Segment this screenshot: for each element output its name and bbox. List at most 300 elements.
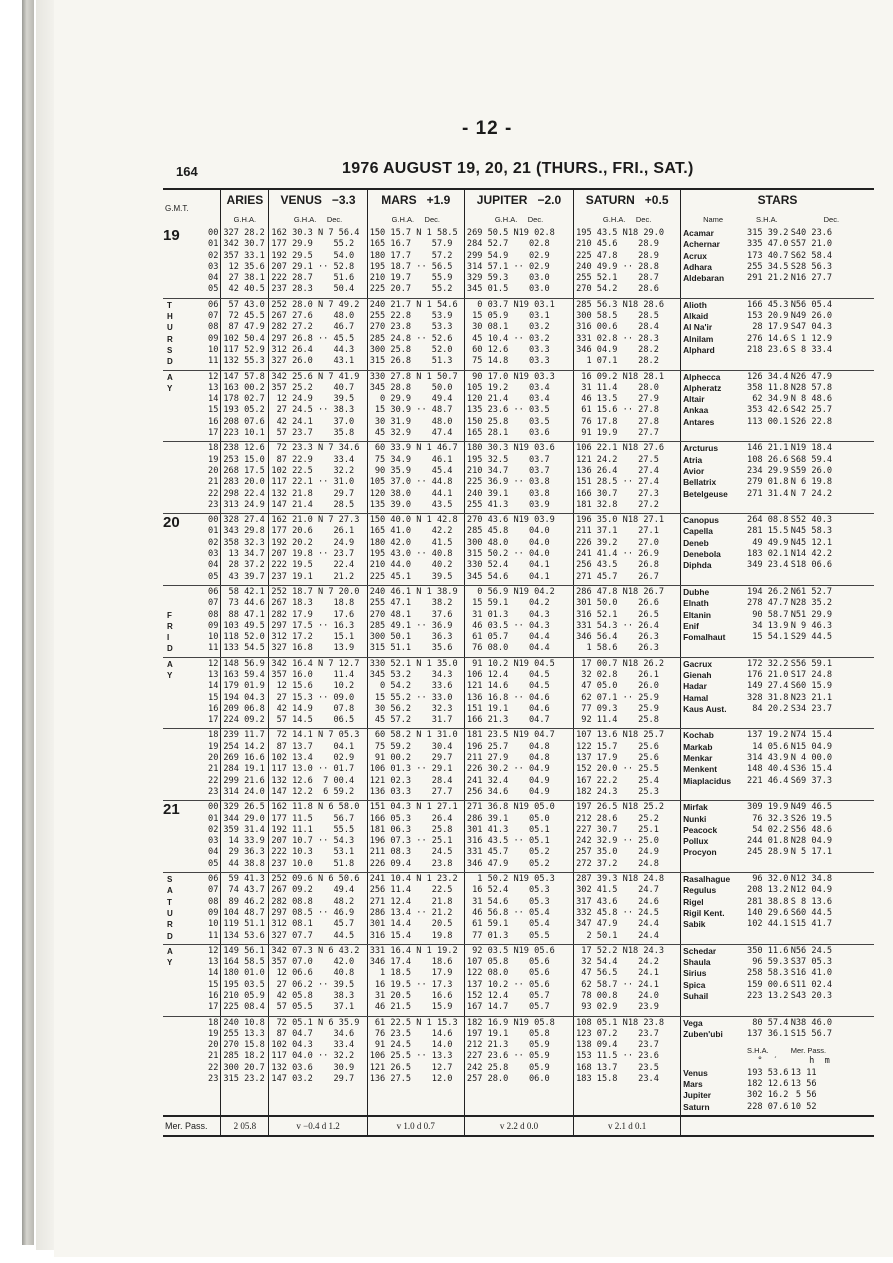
jupiter-value: 331 45.7 05.2 (466, 847, 550, 858)
star-dec: N 9 46.3 (790, 620, 833, 631)
mars-value: 270 48.1 37.6 (369, 609, 453, 620)
hour-label: 18 (208, 730, 219, 741)
mars-value: 46 21.5 15.9 (369, 1002, 453, 1013)
hour-label: 08 (208, 322, 219, 333)
saturn-value: 316 52.1 26.5 (576, 609, 659, 620)
mars-value: 45 32.9 47.4 (369, 428, 453, 439)
star-dec-cell (789, 657, 874, 729)
venus-value: 297 08.5 ·· 46.9 (271, 907, 355, 918)
gmt-cell (163, 1016, 221, 1116)
jupiter-cell (464, 657, 573, 729)
star-sha-cell (745, 227, 789, 298)
aries-value: 268 17.5 (223, 465, 265, 476)
star-name: Spica (683, 979, 706, 990)
venus-value: 72 14.1 N 7 05.3 (271, 730, 360, 741)
hour-label: 06 (208, 874, 219, 885)
saturn-value: 152 20.0 ·· 25.5 (576, 764, 659, 775)
star-name: Sirius (683, 968, 707, 979)
aries-value: 254 14.2 (223, 741, 265, 752)
jupiter-subheader: G.H.A. Dec. (464, 215, 573, 227)
jupiter-value: 210 34.7 03.7 (466, 465, 550, 476)
venus-value: 192 29.5 54.0 (271, 250, 355, 261)
star-dec: N15 04.9 (790, 741, 833, 752)
aries-value: 193 05.2 (223, 405, 265, 416)
venus-cell (269, 944, 367, 1016)
aries-value: 194 04.3 (223, 692, 265, 703)
venus-value: 72 23.3 N 7 34.6 (271, 443, 360, 454)
aries-value: 102 50.4 (223, 333, 265, 344)
aries-value: 44 38.8 (223, 858, 265, 869)
gmt-cell (163, 298, 221, 370)
star-dec: N28 35.2 (790, 598, 833, 609)
hour-label: 19 (208, 1028, 219, 1039)
saturn-value: 107 13.6 N18 25.7 (576, 730, 665, 741)
hour-label: 03 (208, 549, 219, 560)
aries-value: 209 06.8 (223, 703, 265, 714)
star-name: Menkent (683, 764, 718, 775)
saturn-v-d: v 2.1 d 0.1 (574, 1116, 681, 1136)
hour-group (163, 442, 874, 514)
saturn-value: 137 17.9 25.6 (576, 753, 659, 764)
star-sha-cell (745, 298, 789, 370)
venus-value: 27 06.2 ·· 39.5 (271, 979, 355, 990)
saturn-cell (574, 729, 681, 801)
mars-cell (367, 227, 464, 298)
jupiter-value: 106 12.4 04.5 (466, 669, 550, 680)
star-dec: S11 02.4 (790, 979, 833, 990)
star-sha: 223 13.2 (747, 991, 789, 1001)
saturn-value: 32 02.8 26.1 (576, 669, 659, 680)
mars-value: 61 22.5 N 1 15.3 (369, 1017, 458, 1028)
footer-stars-blank (681, 1116, 874, 1136)
weekday-letter: Y (167, 670, 173, 680)
hour-label: 01 (208, 526, 219, 537)
mars-v-d: v 1.0 d 0.7 (367, 1116, 464, 1136)
aries-value: 327 28.2 (223, 228, 265, 238)
star-name: Avior (683, 465, 705, 476)
hour-group (163, 585, 874, 657)
hour-label: 17 (208, 715, 219, 726)
jupiter-value: 166 21.3 04.7 (466, 715, 550, 726)
saturn-value: 347 47.9 24.4 (576, 919, 659, 930)
passes-mer-header: Mer. Pass. (790, 1046, 827, 1056)
hour-label: 10 (208, 919, 219, 930)
weekday-letter: A (167, 946, 173, 956)
jupiter-value: 314 57.1 ·· 02.9 (466, 261, 550, 272)
mars-value: 346 17.4 18.6 (369, 957, 453, 968)
mars-cell (367, 370, 464, 442)
jupiter-value: 1 50.2 N19 05.3 (466, 874, 555, 885)
mars-value: 180 42.0 41.5 (369, 537, 453, 548)
saturn-value: 270 54.2 28.6 (576, 284, 659, 295)
hour-label: 06 (208, 299, 219, 310)
star-sha: 62 34.9 (747, 394, 789, 405)
venus-value: 132 21.8 29.7 (271, 488, 355, 499)
hour-label: 22 (208, 488, 219, 499)
jupiter-value: 256 34.6 04.9 (466, 786, 550, 797)
aries-cell (221, 657, 269, 729)
star-dec: S47 04.3 (790, 322, 833, 333)
jupiter-value: 90 17.0 N19 03.3 (466, 371, 555, 382)
star-sha: 176 21.0 (747, 669, 789, 680)
star-sha: 194 26.2 (747, 586, 789, 597)
hour-label: 00 (208, 228, 219, 238)
hour-label: 12 (208, 658, 219, 669)
jupiter-value: 167 14.7 05.7 (466, 1002, 550, 1013)
saturn-value: 62 58.7 ·· 24.1 (576, 979, 659, 990)
aries-subheader: G.H.A. (221, 215, 269, 227)
venus-subheader: G.H.A. Dec. (269, 215, 367, 227)
star-name: Rasalhague (683, 874, 731, 885)
star-dec: N 4 00.0 (790, 753, 833, 764)
venus-value: 357 25.2 40.7 (271, 382, 355, 393)
aries-cell (221, 1016, 269, 1116)
venus-cell (269, 657, 367, 729)
saturn-cell (574, 442, 681, 514)
star-sha-cell (745, 442, 789, 514)
star-dec: N28 57.8 (790, 382, 833, 393)
star-sha: 291 21.2 (747, 273, 789, 284)
star-sha: 281 38.8 (747, 896, 789, 907)
star-dec-cell (789, 1016, 874, 1116)
aries-value: 328 27.4 (223, 515, 265, 526)
saturn-value: 317 43.6 24.6 (576, 896, 659, 907)
star-name: Schedar (683, 945, 717, 956)
saturn-value: 331 54.3 ·· 26.4 (576, 620, 659, 631)
star-dec-cell (789, 585, 874, 657)
aries-value: 117 52.9 (223, 344, 265, 355)
jupiter-cell (464, 1016, 573, 1116)
saturn-value: 195 43.5 N18 29.0 (576, 228, 665, 238)
saturn-cell (574, 1016, 681, 1116)
aries-value: 358 32.3 (223, 537, 265, 548)
jupiter-value: 136 16.8 ·· 04.6 (466, 692, 550, 703)
aries-value: 74 43.7 (223, 885, 265, 896)
aries-value: 27 38.1 (223, 273, 265, 284)
star-name: Suhail (683, 991, 709, 1001)
star-sha: 221 46.4 (747, 775, 789, 786)
star-dec: N 6 19.8 (790, 477, 833, 488)
star-name: Capella (683, 526, 713, 537)
hour-label: 01 (208, 239, 219, 250)
mars-value: 241 10.4 N 1 23.2 (369, 874, 458, 885)
jupiter-value: 16 52.4 05.3 (466, 885, 550, 896)
planet-pass-mp: 13 11 (790, 1067, 817, 1078)
weekday-letter: Y (167, 383, 173, 393)
aries-value: 12 35.6 (223, 261, 265, 272)
spacer (683, 1056, 743, 1067)
jupiter-value: 286 39.1 05.0 (466, 813, 550, 824)
saturn-value: 197 26.5 N18 25.2 (576, 802, 665, 813)
star-sha-cell (745, 514, 789, 586)
jupiter-cell (464, 227, 573, 298)
mars-header: MARS +1.9 (367, 189, 464, 215)
mars-value: 315 26.8 51.3 (369, 356, 453, 367)
venus-value: 12 06.6 40.8 (271, 968, 355, 979)
gmt-cell (163, 442, 221, 514)
aries-value: 59 41.3 (223, 874, 265, 885)
star-name: Fomalhaut (683, 632, 726, 643)
star-dec: N74 15.4 (790, 730, 833, 741)
weekday-letter: R (167, 920, 173, 930)
hour-label: 23 (208, 499, 219, 510)
jupiter-value: 240 39.1 03.8 (466, 488, 550, 499)
venus-cell (269, 729, 367, 801)
aries-value: 88 47.1 (223, 609, 265, 620)
jupiter-cell (464, 585, 573, 657)
venus-value: 42 05.8 38.3 (271, 991, 355, 1001)
saturn-value: 242 32.9 ·· 25.0 (576, 836, 659, 847)
mars-value: 165 16.7 57.9 (369, 239, 453, 250)
hour-label: 13 (208, 382, 219, 393)
gmt-cell (163, 370, 221, 442)
star-sha-cell (745, 370, 789, 442)
mars-value: 106 25.5 ·· 13.3 (369, 1051, 453, 1062)
star-sha: 166 45.3 (747, 299, 789, 310)
hour-label: 20 (208, 753, 219, 764)
venus-value: 312 26.4 44.3 (271, 344, 355, 355)
aries-value: 195 03.5 (223, 979, 265, 990)
aries-value: 14 33.9 (223, 836, 265, 847)
jupiter-value: 181 23.5 N19 04.7 (466, 730, 555, 741)
aries-value: 73 44.6 (223, 598, 265, 609)
star-dec-cell (789, 729, 874, 801)
star-dec: N28 04.9 (790, 836, 833, 847)
hour-label: 00 (208, 802, 219, 813)
aries-value: 269 16.6 (223, 753, 265, 764)
venus-cell (269, 873, 367, 945)
star-name: Regulus (683, 885, 717, 896)
star-name: Procyon (683, 847, 717, 858)
star-sha: 96 32.0 (747, 874, 789, 885)
saturn-value: 151 28.5 ·· 27.4 (576, 477, 659, 488)
hour-label: 10 (208, 344, 219, 355)
star-dec: N 5 17.1 (790, 847, 833, 858)
mars-value: 210 19.7 55.9 (369, 273, 453, 284)
star-name: Acamar (683, 228, 714, 238)
hour-label: 05 (208, 858, 219, 869)
jupiter-value: 15 59.1 04.2 (466, 598, 550, 609)
jupiter-value: 226 30.2 ·· 04.9 (466, 764, 550, 775)
saturn-cell (574, 657, 681, 729)
star-dec-cell (789, 944, 874, 1016)
saturn-value: 181 32.8 27.2 (576, 499, 659, 510)
star-name: Kochab (683, 730, 714, 741)
mars-value: 210 44.0 40.2 (369, 560, 453, 571)
hour-label: 03 (208, 261, 219, 272)
jupiter-value: 121 14.6 04.5 (466, 681, 550, 692)
mars-value: 75 59.2 30.4 (369, 741, 453, 752)
aries-value: 180 01.0 (223, 968, 265, 979)
passes-sha-header: S.H.A. (747, 1046, 769, 1056)
saturn-value: 255 52.1 28.7 (576, 273, 659, 284)
jupiter-value: 91 10.2 N19 04.5 (466, 658, 555, 669)
venus-value: 72 05.1 N 6 35.9 (271, 1017, 360, 1028)
star-name: Alphard (683, 344, 715, 355)
aries-cell (221, 298, 269, 370)
star-sha-cell (745, 585, 789, 657)
jupiter-value: 135 23.6 ·· 03.5 (466, 405, 550, 416)
saturn-value: 227 30.7 25.1 (576, 824, 659, 835)
page-number: - 12 - (462, 118, 513, 139)
hour-label: 17 (208, 428, 219, 439)
star-sha: 148 40.4 (747, 764, 789, 775)
jupiter-cell (464, 801, 573, 873)
star-dec: S42 25.7 (790, 405, 833, 416)
aries-value: 89 46.2 (223, 896, 265, 907)
hour-group (163, 227, 874, 298)
star-dec-cell (789, 801, 874, 873)
hour-label: 06 (208, 586, 219, 597)
hour-label: 23 (208, 1074, 219, 1085)
hour-label: 05 (208, 284, 219, 295)
weekday-letter: Y (167, 958, 173, 968)
mars-value: 91 24.5 14.0 (369, 1040, 453, 1051)
aries-cell (221, 370, 269, 442)
planet-pass-mp: 10 52 (790, 1101, 817, 1112)
star-name: Achernar (683, 239, 720, 250)
saturn-value: 331 02.8 ·· 28.3 (576, 333, 659, 344)
aries-cell (221, 729, 269, 801)
hour-group (163, 657, 874, 729)
mars-value: 15 30.9 ·· 48.7 (369, 405, 453, 416)
jupiter-value: 46 56.8 ·· 05.4 (466, 907, 550, 918)
aries-cell (221, 514, 269, 586)
hour-label: 15 (208, 692, 219, 703)
hour-label: 21 (208, 1051, 219, 1062)
saturn-value: 287 39.3 N18 24.8 (576, 874, 665, 885)
star-sha: 126 34.4 (747, 371, 789, 382)
hour-label: 22 (208, 1062, 219, 1073)
star-sha: 137 36.1 (747, 1028, 789, 1039)
star-name: Atria (683, 454, 703, 465)
hour-label: 02 (208, 537, 219, 548)
aries-value: 164 58.5 (223, 957, 265, 968)
jupiter-value: 31 01.3 04.3 (466, 609, 550, 620)
aries-value: 163 59.4 (223, 669, 265, 680)
star-dec: N49 26.0 (790, 311, 833, 322)
star-dec: N56 05.4 (790, 299, 833, 310)
star-name: Eltanin (683, 609, 712, 620)
star-sha: 54 02.2 (747, 824, 789, 835)
mars-value: 225 45.1 39.5 (369, 571, 453, 582)
star-dec-cell (789, 514, 874, 586)
venus-value: 207 10.7 ·· 54.3 (271, 836, 355, 847)
venus-value: 267 18.3 18.8 (271, 598, 355, 609)
jupiter-value: 182 16.9 N19 05.8 (466, 1017, 555, 1028)
saturn-value: 211 37.1 27.1 (576, 526, 659, 537)
saturn-value: 226 39.2 27.0 (576, 537, 659, 548)
star-name-cell (681, 370, 745, 442)
weekday-letter: A (167, 372, 173, 382)
saturn-value: 302 41.5 24.7 (576, 885, 659, 896)
planet-pass-name: Venus (683, 1067, 708, 1078)
jupiter-value: 345 01.5 03.0 (466, 284, 550, 295)
star-dec: S60 15.9 (790, 681, 833, 692)
hour-label: 23 (208, 786, 219, 797)
jupiter-value: 0 56.9 N19 04.2 (466, 586, 555, 597)
hour-label: 04 (208, 847, 219, 858)
star-sha: 90 58.7 (747, 609, 789, 620)
star-name: Kaus Aust. (683, 703, 727, 714)
venus-value: 327 07.7 44.5 (271, 930, 355, 941)
star-dec-cell (789, 370, 874, 442)
jupiter-value: 120 21.4 03.4 (466, 394, 550, 405)
aries-value: 58 42.1 (223, 586, 265, 597)
star-name: Al Na'ir (683, 322, 713, 333)
star-dec: S15 56.7 (790, 1028, 833, 1039)
star-dec: N26 47.9 (790, 371, 833, 382)
mars-value: 330 27.8 N 1 50.7 (369, 371, 458, 382)
jupiter-value: 212 21.3 05.9 (466, 1040, 550, 1051)
saturn-header: SATURN +0.5 (574, 189, 681, 215)
hour-label: 07 (208, 598, 219, 609)
mars-value: 90 35.9 45.4 (369, 465, 453, 476)
star-name: Deneb (683, 537, 709, 548)
star-dec: S29 44.5 (790, 632, 833, 643)
star-sha: 328 31.8 (747, 692, 789, 703)
aries-value: 238 12.6 (223, 443, 265, 454)
aries-cell (221, 801, 269, 873)
hour-group (163, 944, 874, 1016)
star-name: Antares (683, 416, 715, 427)
jupiter-value: 269 50.5 N19 02.8 (466, 228, 555, 238)
jupiter-value: 316 43.5 ·· 05.1 (466, 836, 550, 847)
mars-cell (367, 873, 464, 945)
jupiter-value: 107 05.8 05.6 (466, 957, 550, 968)
star-dec: N45 12.1 (790, 537, 833, 548)
jupiter-value: 301 41.3 05.1 (466, 824, 550, 835)
star-dec: S37 05.3 (790, 957, 833, 968)
venus-value: 207 19.8 ·· 23.7 (271, 549, 355, 560)
mars-value: 330 52.1 N 1 35.0 (369, 658, 458, 669)
star-name: Rigil Kent. (683, 907, 725, 918)
aries-cell (221, 944, 269, 1016)
jupiter-value: 257 28.0 06.0 (466, 1074, 550, 1085)
mer-pass-label: Mer. Pass. (163, 1116, 221, 1136)
hour-label: 13 (208, 669, 219, 680)
jupiter-value: 284 52.7 02.8 (466, 239, 550, 250)
star-name: Bellatrix (683, 477, 717, 488)
mars-value: 136 27.5 12.0 (369, 1074, 453, 1085)
saturn-value: 153 11.5 ·· 23.6 (576, 1051, 659, 1062)
star-name-cell (681, 1016, 745, 1116)
aries-value: 57 43.0 (223, 299, 265, 310)
star-name: Diphda (683, 560, 712, 571)
hour-label: 09 (208, 620, 219, 631)
mars-value: 166 05.3 26.4 (369, 813, 453, 824)
star-sha: 264 08.8 (747, 515, 789, 526)
star-dec: S16 41.0 (790, 968, 833, 979)
venus-value: 177 29.9 55.2 (271, 239, 355, 250)
hour-label: 15 (208, 979, 219, 990)
venus-value: 357 07.0 42.0 (271, 957, 355, 968)
aries-value: 344 29.0 (223, 813, 265, 824)
hour-label: 13 (208, 957, 219, 968)
star-sha: 353 42.6 (747, 405, 789, 416)
venus-value: 282 08.8 48.2 (271, 896, 355, 907)
venus-value: 147 21.4 28.5 (271, 499, 355, 510)
star-name-cell (681, 873, 745, 945)
aries-value: 253 15.0 (223, 454, 265, 465)
jupiter-value: 242 25.8 05.9 (466, 1062, 550, 1073)
jupiter-value: 92 03.5 N19 05.6 (466, 945, 555, 956)
mars-value: 331 16.4 N 1 19.2 (369, 945, 458, 956)
saturn-cell (574, 873, 681, 945)
planet-pass-name: Mars (683, 1079, 703, 1090)
star-dec: S15 41.7 (790, 919, 833, 930)
star-name: Gacrux (683, 658, 712, 669)
